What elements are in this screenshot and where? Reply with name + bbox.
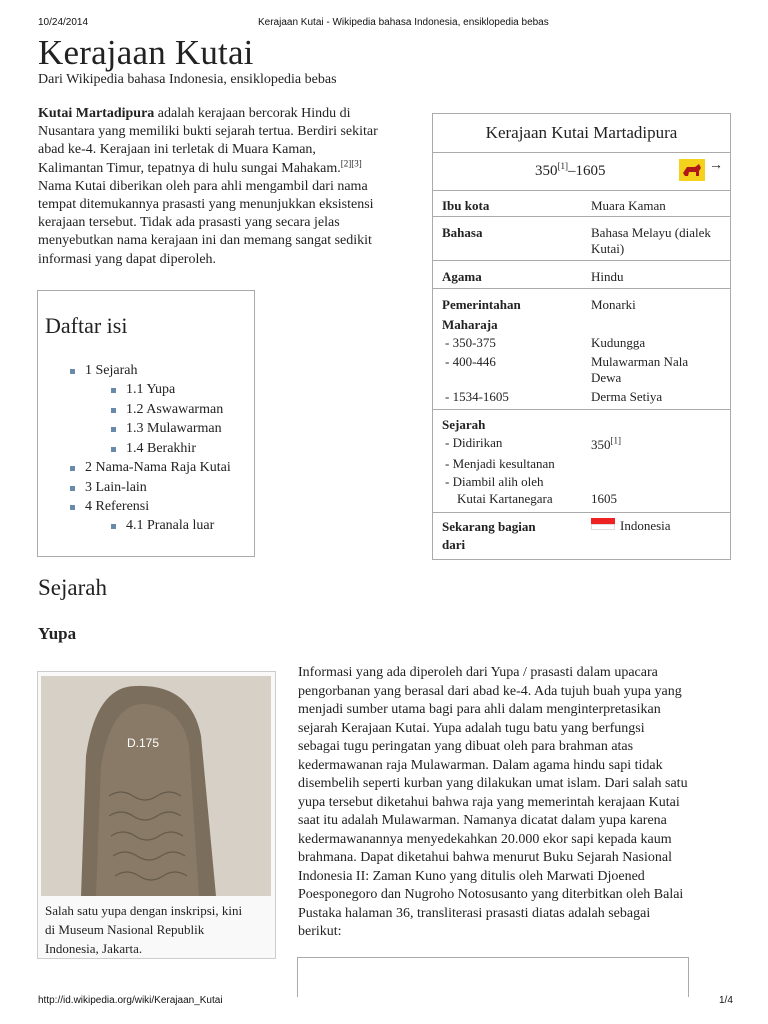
religion-label: Agama [442,269,482,284]
now-part-of-label-line2: dari [442,537,466,552]
yupa-stone-image[interactable] [41,676,271,896]
divider [433,288,730,289]
body-line: sebagai tugu peringatan yang dibuat oleh para brahman atas [298,739,634,754]
toc-title: Daftar isi [45,313,128,338]
toc-item[interactable]: 2 Nama-Nama Raja Kutai [85,460,231,475]
founded-label: - Didirikan [445,435,503,450]
infobox-title: Kerajaan Kutai Martadipura [485,123,678,142]
toc-item[interactable]: 1 Sejarah [85,363,138,378]
intro-line: kerajaan tersebut. Tidak ada prasasti yang secara jelas [38,215,340,231]
capital-label: Ibu kota [442,198,490,213]
sultanate-label: - Menjadi kesultanan [445,456,555,471]
citation-link[interactable]: [1] [557,161,568,171]
language-value-line2[interactable]: Kutai) [591,241,625,256]
figure-caption: Salah satu yupa dengan inskripsi, kini di Museum Nasional Republik Indonesia, Jakarta. [45,903,243,956]
body-line: menjadi sumber utama bagi para ahli dalam menginterpretasikan [298,702,661,717]
intro-line: abad ke-4. Kerajaan ini terletak di Muara Kaman, [38,142,316,158]
government-label: Pemerintahan [442,297,521,312]
body-line: Informasi yang ada diperoleh dari Yupa / prasasti dalam upacara [298,665,658,680]
ruler-name[interactable]: Mulawarman Nala [591,354,689,369]
intro-line: menyebutkan nama kerajaan ini dan memang sangat sedikit [38,233,372,249]
now-part-of-label: Sekarang bagian [442,519,536,534]
toc-item[interactable]: 3 Lain-lain [85,480,147,495]
intro-line: adalah kerajaan bercorak Hindu di [154,106,351,121]
intro-line: informasi yang dapat diperoleh. [38,251,217,267]
toc-item[interactable]: 1.3 Mulawarman [126,421,222,436]
body-line: kedermawanannya menyedekahkan 20.000 ekor sapi kepada kaum [298,831,672,847]
divider [433,216,730,217]
ruler-years: - 350-375 [445,335,496,350]
ruler-name[interactable]: Derma Setiya [591,389,663,404]
table-of-contents [37,290,255,557]
capital-value[interactable]: Muara Kaman [591,198,666,213]
government-value[interactable]: Monarki [591,297,636,312]
founded-value: 350[1] [591,435,621,452]
intro-line: Nusantara yang memiliki bukti sejarah tertua. Berdiri sekitar [38,124,378,140]
intro-line: tempat ditemukannya prasasti yang menunjukkan eksistensi [38,197,374,213]
intro-bold-term: Kutai Martadipura [38,106,155,121]
body-line: disembelih seperti kurban yang dilakukan umat islam. Dari salah satu [298,776,688,791]
page-subtitle: Dari Wikipedia bahasa Indonesia, ensiklopedia bebas [38,72,337,87]
maharaja-label: Maharaja [442,317,498,332]
transliteration-box [297,957,689,997]
intro-paragraph [38,105,398,269]
next-state-arrow-icon[interactable]: → [709,158,723,173]
taken-over-label: - Diambil alih oleh [445,474,544,489]
stone-catalog-number: D.175 [127,736,160,750]
indonesia-flag-icon [591,518,615,524]
ruler-years: - 1534-1605 [445,389,509,404]
infobox-dates: 350[1]–1605 [535,161,606,179]
citation-link[interactable]: [2][3] [340,157,362,168]
ruler-name[interactable]: Kudungga [591,335,646,350]
body-line: sejarah Kerajaan Kutai. Yupa adalah tugu batu yang berfungsi [298,720,645,736]
body-line: kedermawanan raja Mulawarman. Dalam agama hindu sapi tidak [298,757,663,773]
body-line: yupa tersebut diketahui bahwa raja yang memerintah kerajaan Kutai [298,794,680,810]
page-title: Kerajaan Kutai [38,33,254,72]
citation-link[interactable]: [1] [610,435,621,446]
print-date: 10/24/2014 [38,17,89,28]
print-page-title: Kerajaan Kutai - Wikipedia bahasa Indonesia, ensiklopedia bebas [258,17,549,28]
print-url: http://id.wikipedia.org/wiki/Kerajaan_Kutai [38,995,223,1006]
body-line: brahmana. Dapat diketahui bahwa menurut Buku Sejarah Nasional [298,850,672,865]
toc-item[interactable]: 4.1 Pranala luar [126,518,215,533]
body-line: Poesponegoro dan Nugroho Notosusanto yang diterbitkan oleh Balai [298,887,684,902]
section-heading: Sejarah [38,575,107,600]
religion-value[interactable]: Hindu [591,269,624,284]
infobox [432,113,731,560]
body-line: pengorbanan yang berasal dari abad ke-4. Ada tujuh buah yupa yang [298,683,682,699]
language-label: Bahasa [442,225,483,240]
toc-item[interactable]: 4 Referensi [85,499,150,514]
divider [433,152,730,153]
language-value[interactable]: Bahasa Melayu (dialek [591,225,711,240]
toc-item[interactable]: 1.2 Aswawarman [126,402,224,417]
toc-item[interactable]: 1.1 Yupa [126,382,176,397]
body-line: Pustaka halaman 36, transliterasi prasasti diatas adalah sebagai [298,905,651,921]
intro-line: Nama Kutai diberikan oleh para ahli mengambil dari nama [38,178,368,194]
body-line: Indonesia II: Zaman Kuno yang ditulis oleh Marwati Djoened [298,868,645,884]
divider [433,409,730,410]
now-part-of-value[interactable]: Indonesia [620,518,671,533]
divider [433,190,730,191]
divider [433,260,730,261]
subsection-heading: Yupa [38,624,77,643]
body-line: saat itu adalah Mulawarman. Namanya dicatat dalam yupa karena [298,813,667,828]
history-label: Sejarah [442,417,486,432]
ruler-name-line2[interactable]: Dewa [591,370,622,385]
taken-over-value: 1605 [591,491,617,506]
taken-over-label-line2[interactable]: Kutai Kartanegara [457,491,553,506]
print-page-number: 1/4 [719,995,733,1006]
coat-of-arms-icon[interactable] [679,159,705,181]
toc-item[interactable]: 1.4 Berakhir [126,441,196,456]
figure [37,671,276,959]
body-paragraph [298,664,738,942]
divider [433,512,730,513]
ruler-years: - 400-446 [445,354,496,369]
body-line: berikut: [298,924,342,939]
intro-line: Kalimantan Timur, tepatnya di hulu sungai Mahakam. [38,160,341,176]
